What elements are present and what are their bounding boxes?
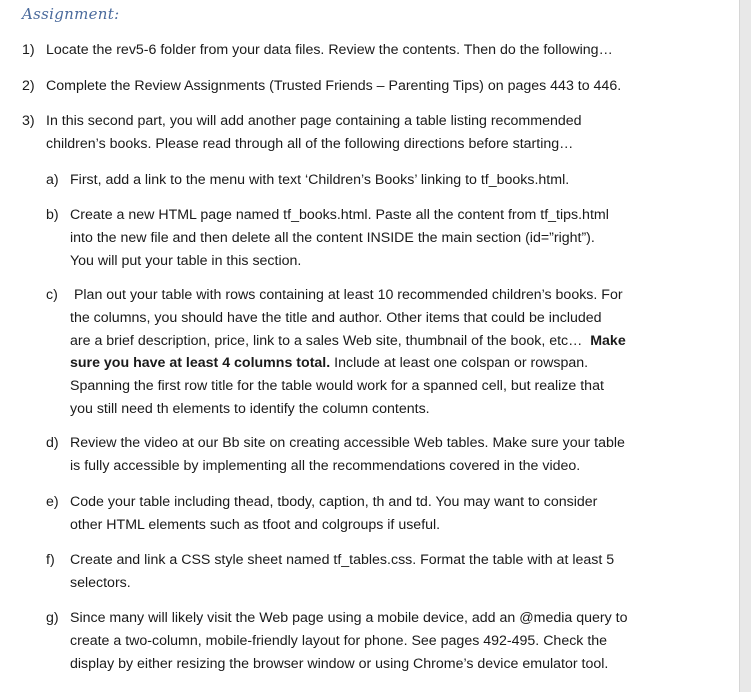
text-line: the columns, you should have the title and author. Other items that could be included bbox=[70, 309, 602, 326]
list-marker: 2) bbox=[22, 78, 35, 94]
list-item-text bbox=[70, 549, 614, 595]
text-line: Create and link a CSS style sheet named tf_tables.css. Format the table with at least 5 bbox=[70, 552, 615, 568]
text-line: you still need th elements to identify the column contents. bbox=[70, 400, 430, 417]
list-marker: 3) bbox=[22, 113, 35, 129]
text-line bbox=[70, 352, 626, 375]
text-line: Plan out your table with rows containing at least 10 recommended children’s books. For bbox=[70, 287, 623, 303]
text-line: Complete the Review Assignments (Trusted Friends – Parenting Tips) on pages 443 to 446. bbox=[46, 78, 622, 94]
text-run: are a brief description, price, link to a sales Web site, thumbnail of the book, etc… bbox=[70, 332, 591, 349]
list-item-text bbox=[70, 491, 597, 537]
list-marker: f) bbox=[46, 552, 55, 568]
list-marker: b) bbox=[46, 207, 59, 223]
list-item-text bbox=[70, 284, 626, 421]
text-run: Include at least one colspan or rowspan. bbox=[330, 355, 589, 372]
text-line: selectors. bbox=[70, 574, 131, 591]
text-line: Locate the rev5-6 folder from your data files. Review the contents. Then do the following… bbox=[46, 42, 613, 58]
text-line: create a two-column, mobile-friendly layout for phone. See pages 492-495. Check the bbox=[70, 632, 608, 649]
page-edge-rule bbox=[739, 0, 751, 692]
list-marker: a) bbox=[46, 172, 59, 188]
list-item-text bbox=[46, 39, 613, 62]
list-item-text bbox=[70, 607, 628, 675]
bold-text-run: Make bbox=[590, 332, 626, 349]
text-line: In this second part, you will add another page containing a table listing recommended bbox=[46, 113, 582, 129]
text-line: First, add a link to the menu with text ‘Children’s Books’ linking to tf_books.html. bbox=[70, 172, 570, 188]
list-marker: c) bbox=[46, 287, 58, 303]
text-line: display by either resizing the browser window or using Chrome’s device emulator tool. bbox=[70, 655, 609, 672]
list-item-text bbox=[70, 169, 569, 192]
text-line: Create a new HTML page named tf_books.html. Paste all the content from tf_tips.html bbox=[70, 207, 609, 223]
text-line: Code your table including thead, tbody, caption, th and td. You may want to consider bbox=[70, 494, 598, 510]
list-marker: 1) bbox=[22, 42, 35, 58]
text-line: children’s books. Please read through all of the following directions before starting… bbox=[46, 135, 574, 152]
list-item-text bbox=[70, 204, 609, 272]
text-line: You will put your table in this section. bbox=[70, 252, 302, 269]
text-line: into the new file and then delete all the content INSIDE the main section (id=”right”). bbox=[70, 229, 595, 246]
assignment-heading: Assignment: bbox=[22, 5, 120, 23]
list-item-text bbox=[70, 432, 625, 478]
text-line: is fully accessible by implementing all the recommendations covered in the video. bbox=[70, 457, 581, 474]
text-line: Review the video at our Bb site on creating accessible Web tables. Make sure your table bbox=[70, 435, 625, 451]
text-line: Spanning the first row title for the table would work for a spanned cell, but realize that bbox=[70, 378, 604, 395]
list-marker: e) bbox=[46, 494, 59, 510]
text-line: other HTML elements such as tfoot and colgroups if useful. bbox=[70, 516, 441, 533]
bold-text-run: sure you have at least 4 columns total. bbox=[70, 355, 331, 372]
list-item-text bbox=[46, 75, 621, 98]
list-marker: g) bbox=[46, 610, 59, 626]
list-item-text bbox=[46, 110, 582, 156]
list-marker: d) bbox=[46, 435, 59, 451]
text-line: Since many will likely visit the Web page using a mobile device, add an @media query to bbox=[70, 610, 628, 626]
text-line bbox=[70, 330, 626, 353]
